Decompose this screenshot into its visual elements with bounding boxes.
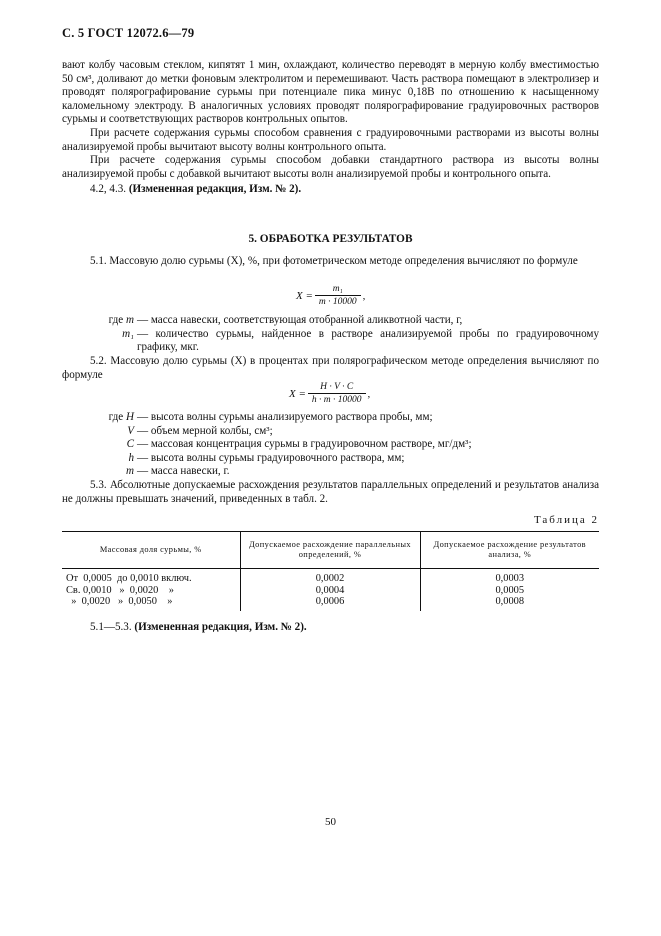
clause-5-1: [62, 255, 599, 269]
paragraph-1: вают колбу часовым стеклом, кипятят 1 мин, охлаждают, количество переводят в мерную колбу вместимостью 50 см³, доливают до метки фоновым электролитом и перемешивают. Часть раствора помещают в электролизер и проводят полярографирование сурьмы при потенциале пика минус 0,18В по отношению к насыщенному каломельному электроду. В аналогичных условиях проводят полярографирование градуировочных растворов сурьмы и соответствующих растворов контрольных опытов.: [62, 59, 599, 126]
paragraph-2: При расчете содержания сурьмы способом сравнения с градуировочными растворами из высоты волны анализируемой пробы вычитают высоту волны контрольного опыта.: [62, 126, 599, 153]
paragraph-4: [62, 183, 599, 197]
tolerance-table: [62, 531, 599, 611]
section-title: 5. ОБРАБОТКА РЕЗУЛЬТАТОВ: [248, 233, 413, 245]
footnote-note: (Измененная редакция, Изм. № 2).: [134, 621, 307, 633]
definitions-2: [62, 411, 599, 479]
definition-text: — масса навески, соответствующая отобранной аликвотной части, г,: [137, 314, 463, 326]
table-row: [62, 569, 599, 585]
formula-2-numerator: H · V · C: [320, 382, 354, 392]
clause-5-3: [62, 479, 599, 506]
definition-symbol: где m: [108, 314, 134, 326]
table-cell: 0,0002: [240, 569, 420, 585]
formula-2: [289, 382, 370, 405]
clause-5-2: [62, 355, 599, 382]
page-number: 50: [325, 816, 336, 828]
formula-1-fraction: [315, 284, 361, 307]
definition-row: [62, 411, 599, 425]
clause-5-1-text: 5.1. Массовую долю сурьмы (X), %, при фотометрическом методе определения вычисляют по формуле: [90, 255, 578, 267]
definitions-1: [62, 314, 599, 355]
page-header: С. 5 ГОСТ 12072.6—79: [62, 26, 195, 40]
formula-2-fraction: [308, 382, 366, 405]
formula-2-tail: ,: [367, 387, 371, 400]
table-cell-range: Св. 0,0010 » 0,0020 »: [66, 584, 174, 596]
formula-1: [296, 284, 365, 307]
table-row: [62, 585, 599, 597]
amendment-footnote: [90, 621, 307, 633]
table-cell: 0,0008: [420, 596, 599, 611]
table-cell: 0,0003: [420, 569, 599, 585]
formula-2-lhs: X =: [289, 387, 306, 400]
definition-text: — массовая концентрация сурьмы в градуировочном растворе, мг/дм³;: [137, 438, 472, 451]
table-cell-range: От 0,0005 до 0,0010 включ.: [66, 573, 192, 584]
definition-row: [62, 425, 599, 439]
footnote-ref: 5.1—5.3.: [90, 621, 135, 633]
table-cell: 0,0006: [240, 596, 420, 611]
clause-5-2-text: 5.2. Массовую долю сурьмы (X) в процентах при полярографическом методе определения вычисляют по формуле: [62, 355, 599, 381]
formula-1-lhs: X =: [296, 289, 313, 302]
table-header-cell: Допускаемое расхождение результатов анализа, %: [420, 532, 599, 569]
table-cell: 0,0004: [240, 585, 420, 597]
definition-row: [62, 314, 599, 328]
intro-text: [62, 59, 599, 197]
definition-row: [62, 328, 599, 355]
definition-symbol: V: [127, 424, 134, 437]
definition-text: — количество сурьмы, найденное в растворе анализируемой пробы по градуировочному графику, мкг.: [137, 327, 599, 354]
formula-1-tail: ,: [362, 289, 366, 302]
table-row: [62, 596, 599, 611]
table-header-cell: Допускаемое расхождение параллельных определений, %: [240, 532, 420, 569]
definition-row: [62, 465, 599, 479]
formula-2-denominator: h · m · 10000: [308, 393, 366, 405]
table-header-cell: Массовая доля сурьмы, %: [62, 532, 240, 569]
amendment-note: (Измененная редакция, Изм. № 2).: [128, 183, 302, 196]
definition-symbol: m₁: [122, 327, 134, 340]
definition-text: — объем мерной колбы, см³;: [137, 424, 273, 437]
amendment-ref: 4.2, 4.3.: [90, 183, 129, 196]
definition-symbol: где H: [108, 411, 134, 423]
definition-symbol: C: [126, 438, 134, 451]
definition-text: — высота волны сурьмы анализируемого раствора пробы, мм;: [137, 411, 433, 423]
table-caption: Таблица 2: [533, 514, 599, 526]
formula-1-numerator: m₁: [332, 284, 343, 294]
definition-symbol: h: [128, 451, 134, 464]
table-cell: 0,0005: [420, 585, 599, 597]
definition-symbol: m: [125, 465, 134, 478]
formula-1-denominator: m · 10000: [315, 295, 361, 307]
table-header-row: [62, 532, 599, 569]
definition-text: — высота волны сурьмы градуировочного раствора, мм;: [137, 451, 405, 464]
definition-text: — масса навески, г.: [137, 465, 230, 478]
clause-5-3-text: 5.3. Абсолютные допускаемые расхождения результатов параллельных определений и результатов анализа не должны превышать значений, приведенных в табл. 2.: [62, 479, 599, 505]
paragraph-3: При расчете содержания сурьмы способом добавки стандартного раствора из высоты волны анализируемой пробы с добавкой вычитают высоты волн анализируемой пробы и контрольного опыта.: [62, 154, 599, 180]
definition-row: [62, 452, 599, 466]
definition-row: [62, 438, 599, 452]
table-cell-range: » 0,0020 » 0,0050 »: [66, 596, 173, 608]
